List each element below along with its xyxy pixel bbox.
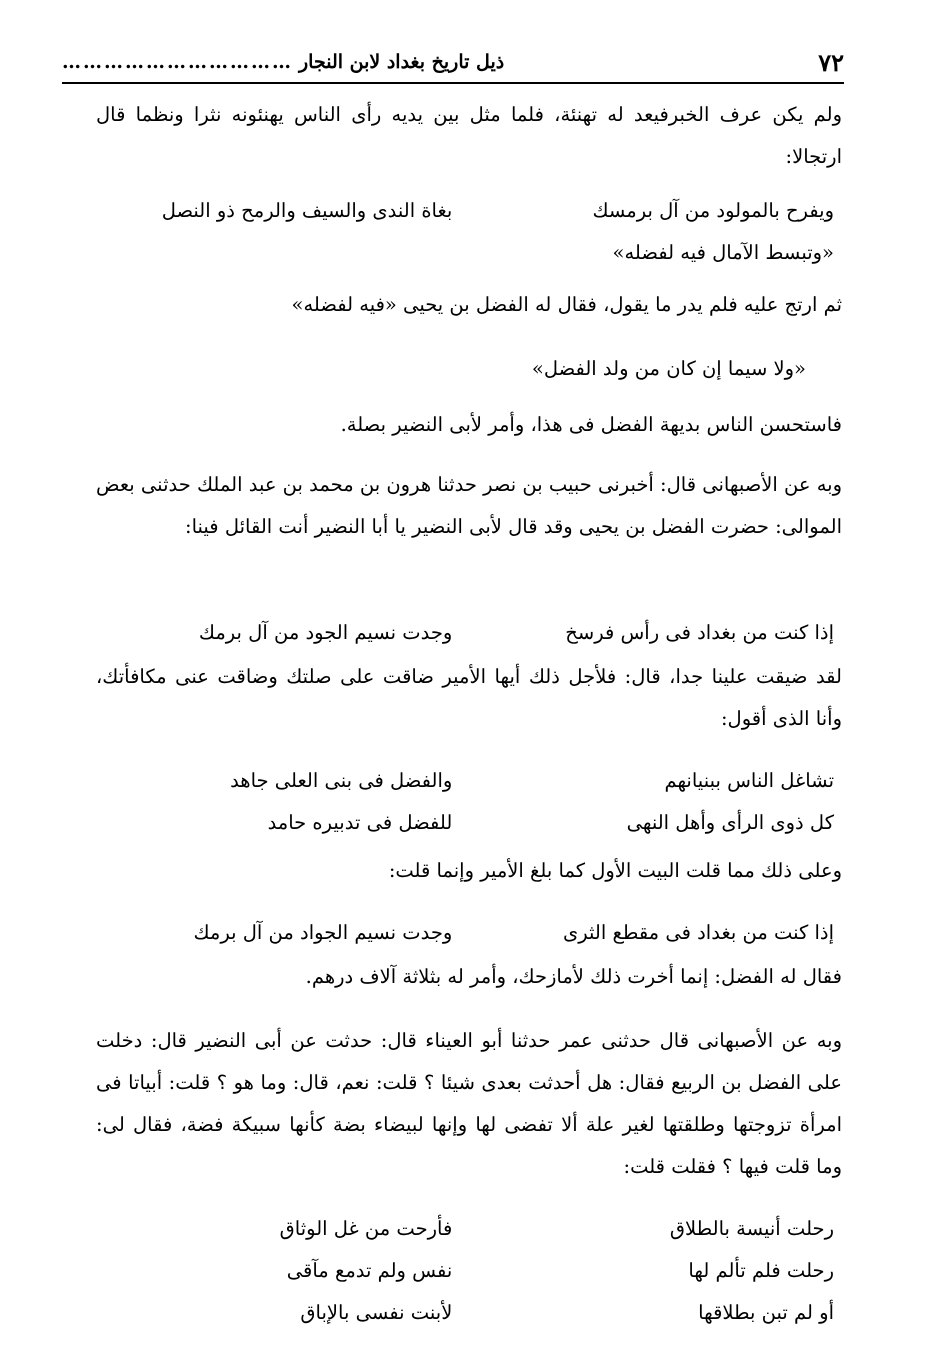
verse-line xyxy=(100,190,834,232)
verse-line xyxy=(100,1292,834,1334)
paragraph-7: فقال له الفضل: إنما أخرت ذلك لأمازحك، وأمر له بثلاثة آلاف درهم. xyxy=(305,965,842,988)
paragraph-2: ثم ارتج عليه فلم يدر ما يقول، فقال له الفضل بن يحيى «فيه لفضله» xyxy=(291,293,842,316)
hemistich-second: بغاة الندى والسيف والرمح ذو النصل xyxy=(161,199,453,222)
page-number: ٧٢ xyxy=(818,47,844,77)
verse-line xyxy=(100,760,834,802)
verse-single-line: «ولا سيما إن كان من ولد الفضل» xyxy=(531,357,806,380)
book-title: ذيل تاريخ بغداد لابن النجار xyxy=(299,51,505,73)
hemistich-first: «وتبسط الآمال فيه لفضله» xyxy=(612,241,834,264)
running-title-group xyxy=(62,51,504,73)
hemistich-second xyxy=(100,232,452,274)
verse-line xyxy=(100,802,834,844)
paragraph-8: وبه عن الأصبهانى قال حدثنى عمر حدثنا أبو العيناء قال: حدثت عن أبى النضير قال: دخلت على الفضل بن الربيع فقال: هل أحدثت بعدى شيئا ؟ قلت: نعم، قال: وما هو ؟ قلت: أبياتا فى امرأة تزوجتها وطلقتها لغير علة ألا تفضى لها وإنها لبيضاء بضة كأنها سبيكة فضة، فقال لى: وما قلت فيها ؟ فقلت قلت: xyxy=(96,1029,842,1178)
running-header xyxy=(62,42,844,84)
hemistich-first: رحلت فلم تألم لها xyxy=(688,1259,834,1282)
paragraph-3: فاستحسن الناس بديهة الفضل فى هذا، وأمر لأبى النضير بصلة. xyxy=(340,413,842,436)
verse-block-1 xyxy=(100,190,834,274)
verse-block-4 xyxy=(100,912,834,954)
hemistich-first: ويفرح بالمولود من آل برمسك xyxy=(592,199,834,222)
hemistich-first: إذا كنت من بغداد فى رأس فرسخ xyxy=(565,621,834,644)
hemistich-second: لأبنت نفسى بالإباق xyxy=(300,1301,453,1324)
hemistich-second: نفس ولم تدمع مآقى xyxy=(286,1259,453,1282)
paragraph-6: وعلى ذلك مما قلت البيت الأول كما بلغ الأمير وإنما قلت: xyxy=(388,859,842,882)
verse-line xyxy=(100,1250,834,1292)
hemistich-second: فأرحت من غل الوثاق xyxy=(279,1217,453,1240)
hemistich-first: أو لم تبن بطلاقها xyxy=(698,1301,834,1324)
hemistich-first: إذا كنت من بغداد فى مقطع الثرى xyxy=(562,921,834,944)
hemistich-second: والفضل فى بنى العلى جاهد xyxy=(230,769,453,792)
hemistich-second: وجدت نسيم الجواد من آل برمك xyxy=(193,921,453,944)
verse-line xyxy=(100,912,834,954)
hemistich-second: للفضل فى تدبيره حامد xyxy=(267,811,453,834)
paragraph-1: ولم يكن عرف الخبرفيعد له تهنئة، فلما مثل بين يديه رأى الناس يهنئونه نثرا ونظما قال ارتجالا: xyxy=(96,103,842,168)
hemistich-first: كل ذوى الرأى وأهل النهى xyxy=(626,811,834,834)
verse-block-2 xyxy=(100,612,834,654)
hemistich-first: تشاغل الناس ببنيانهم xyxy=(664,769,834,792)
paragraph-5: لقد ضيقت علينا جدا، قال: فلأجل ذلك أيها الأمير ضاقت على صلتك وضاقت عنى مكافأتك، وأنا الذى أقول: xyxy=(96,665,842,730)
hemistich-first: رحلت أنيسة بالطلاق xyxy=(669,1217,834,1240)
verse-block-5 xyxy=(100,1208,834,1334)
paragraph-4: وبه عن الأصبهانى قال: أخبرنى حبيب بن نصر حدثنا هرون بن محمد بن عبد الملك حدثنى بعض الموالى: حضرت الفضل بن يحيى وقد قال لأبى النضير يا أبا النضير أنت القائل فينا: xyxy=(96,473,842,538)
verse-line xyxy=(100,612,834,654)
verse-line xyxy=(100,1208,834,1250)
verse-block-3 xyxy=(100,760,834,844)
hemistich-second: وجدت نسيم الجود من آل برمك xyxy=(198,621,453,644)
leader-dots: …………………………… xyxy=(62,51,293,73)
verse-line xyxy=(100,232,834,274)
